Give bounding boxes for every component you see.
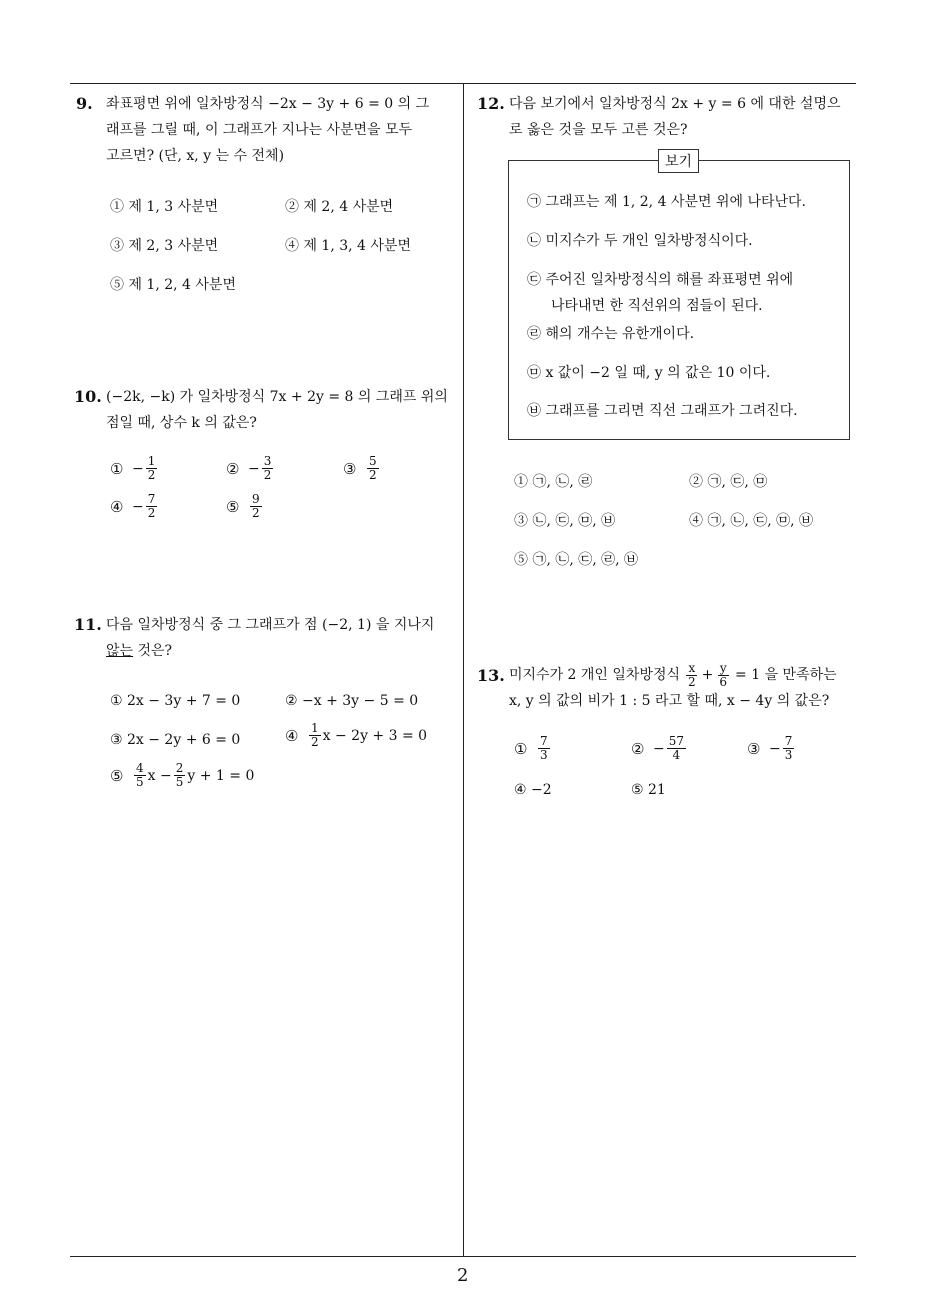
q13-text-line-1 [509, 657, 837, 693]
q13-option-2[interactable] [631, 735, 688, 762]
q13-option-5[interactable]: ⑤ 21 [631, 782, 666, 798]
option-sign: − [769, 740, 781, 757]
option-fraction: $\frac{4}{5}$ [136, 761, 144, 789]
option-sign: − [653, 740, 665, 757]
example-item: ㉡ 미지수가 두 개인 일차방정식이다. [527, 233, 753, 249]
example-item: ㉣ 해의 개수는 유한개이다. [527, 326, 695, 342]
q10-option-2[interactable] [226, 455, 275, 482]
q13-text-line: x, y 의 값의 비가 1 : 5 라고 할 때, x − 4y 의 값은? [509, 693, 830, 709]
bottom-rule [70, 1256, 856, 1257]
option-mark: ④ [285, 726, 299, 745]
option-sign: − [132, 498, 144, 515]
option-mark: ⑤ [226, 497, 240, 516]
q12-option-1[interactable]: ① ㉠, ㉡, ㉣ [514, 474, 593, 490]
q9-number: 9. [76, 94, 93, 113]
option-fraction: $\frac{57}{4}$ [668, 734, 685, 762]
q11-text-line-2 [106, 641, 172, 661]
q13-text: 미지수가 2 개인 일차방정식 [509, 667, 681, 683]
example-item: ㉢ 주어진 일차방정식의 해를 좌표평면 위에 [527, 272, 794, 288]
q11-text-line: 다음 일차방정식 중 그 그래프가 점 (−2, 1) 을 지나지 [106, 617, 435, 633]
q12-text-line: 다음 보기에서 일차방정식 2x + y = 6 에 대한 설명으 [509, 96, 841, 112]
option-sign: − [248, 460, 260, 477]
q13-option-3[interactable] [747, 735, 796, 762]
example-item: ㉠ 그래프는 제 1, 2, 4 사분면 위에 나타난다. [527, 194, 807, 210]
option-mark: ① [110, 459, 124, 478]
option-fraction: $\frac{5}{2}$ [369, 454, 377, 482]
option-fraction: $\frac{3}{2}$ [263, 454, 272, 482]
q10-text-line: (−2k, −k) 가 일차방정식 7x + 2y = 8 의 그래프 위의 [106, 389, 448, 405]
option-sign: − [132, 460, 144, 477]
q11-option-1[interactable]: ① 2x − 3y + 7 = 0 [110, 693, 241, 709]
page-number: 2 [457, 1265, 469, 1286]
q11-number: 11. [74, 615, 102, 634]
q13-text: = 1 을 만족하는 [735, 667, 837, 683]
q9-option-5[interactable]: ⑤ 제 1, 2, 4 사분면 [110, 277, 236, 293]
q12-option-5[interactable]: ⑤ ㉠, ㉡, ㉢, ㉣, ㉥ [514, 552, 639, 568]
option-mark: ② [226, 459, 240, 478]
q13-fraction: $\frac{x}{2}$ [688, 660, 696, 689]
option-expression: x − [147, 767, 172, 784]
q9-option-4[interactable]: ④ 제 1, 3, 4 사분면 [285, 238, 411, 254]
q13-option-1[interactable] [514, 735, 552, 762]
option-fraction: $\frac{7}{3}$ [540, 734, 548, 762]
q9-option-2[interactable]: ② 제 2, 4 사분면 [285, 199, 394, 215]
q12-option-3[interactable]: ③ ㉡, ㉢, ㉤, ㉥ [514, 513, 616, 529]
option-fraction: $\frac{9}{2}$ [252, 492, 260, 520]
option-mark: ② [631, 739, 645, 758]
example-item: ㉥ 그래프를 그리면 직선 그래프가 그려진다. [527, 403, 798, 419]
option-fraction: $\frac{1}{2}$ [311, 721, 319, 749]
q13-option-4[interactable]: ④ −2 [514, 782, 552, 798]
q13-plus: + [701, 667, 714, 683]
q10-option-3[interactable] [343, 455, 381, 482]
option-expression: x − 2y + 3 = 0 [322, 727, 428, 744]
option-fraction: $\frac{7}{2}$ [147, 492, 156, 520]
option-mark: ⑤ [110, 766, 124, 785]
example-box-title: 보기 [658, 149, 699, 173]
column-divider [463, 83, 464, 1257]
q9-option-3[interactable]: ③ 제 2, 3 사분면 [110, 238, 219, 254]
example-item: ㉤ x 값이 −2 일 때, y 의 값은 10 이다. [527, 365, 771, 381]
q10-text-line: 점일 때, 상수 k 의 값은? [106, 415, 257, 431]
option-mark: ③ [747, 739, 761, 758]
option-expression: y + 1 = 0 [187, 767, 255, 784]
q12-option-2[interactable]: ② ㉠, ㉢, ㉤ [689, 474, 768, 490]
q11-emphasis: 않는 [106, 643, 134, 659]
q12-option-4[interactable]: ④ ㉠, ㉡, ㉢, ㉤, ㉥ [689, 513, 814, 529]
q9-text-line: 고르면? (단, x, y 는 수 전체) [106, 148, 285, 164]
q11-option-2[interactable]: ② −x + 3y − 5 = 0 [285, 693, 419, 709]
q9-option-1[interactable]: ① 제 1, 3 사분면 [110, 199, 219, 215]
q11-text-rest: 것은? [133, 643, 173, 659]
q10-option-4[interactable] [110, 493, 159, 520]
q13-fraction: $\frac{y}{6}$ [719, 660, 728, 689]
q11-option-4[interactable] [285, 722, 427, 749]
option-fraction: $\frac{7}{3}$ [784, 734, 793, 762]
q10-option-1[interactable] [110, 455, 159, 482]
q9-text-line: 래프를 그릴 때, 이 그래프가 지나는 사분면을 모두 [106, 122, 413, 138]
option-mark: ① [514, 739, 528, 758]
option-fraction: $\frac{2}{5}$ [175, 761, 184, 789]
example-item-continued: 나타내면 한 직선위의 점들이 된다. [551, 298, 763, 314]
q10-option-5[interactable] [226, 493, 264, 520]
q12-text-line: 로 옳은 것을 모두 고른 것은? [509, 122, 688, 138]
q13-number: 13. [477, 666, 505, 685]
q11-option-3[interactable]: ③ 2x − 2y + 6 = 0 [110, 732, 241, 748]
option-fraction: $\frac{1}{2}$ [147, 454, 156, 482]
q11-option-5[interactable] [110, 762, 254, 789]
option-mark: ③ [343, 459, 357, 478]
q10-number: 10. [74, 387, 102, 406]
option-mark: ④ [110, 497, 124, 516]
q9-text-line: 좌표평면 위에 일차방정식 −2x − 3y + 6 = 0 의 그 [106, 96, 430, 112]
q12-number: 12. [477, 94, 505, 113]
